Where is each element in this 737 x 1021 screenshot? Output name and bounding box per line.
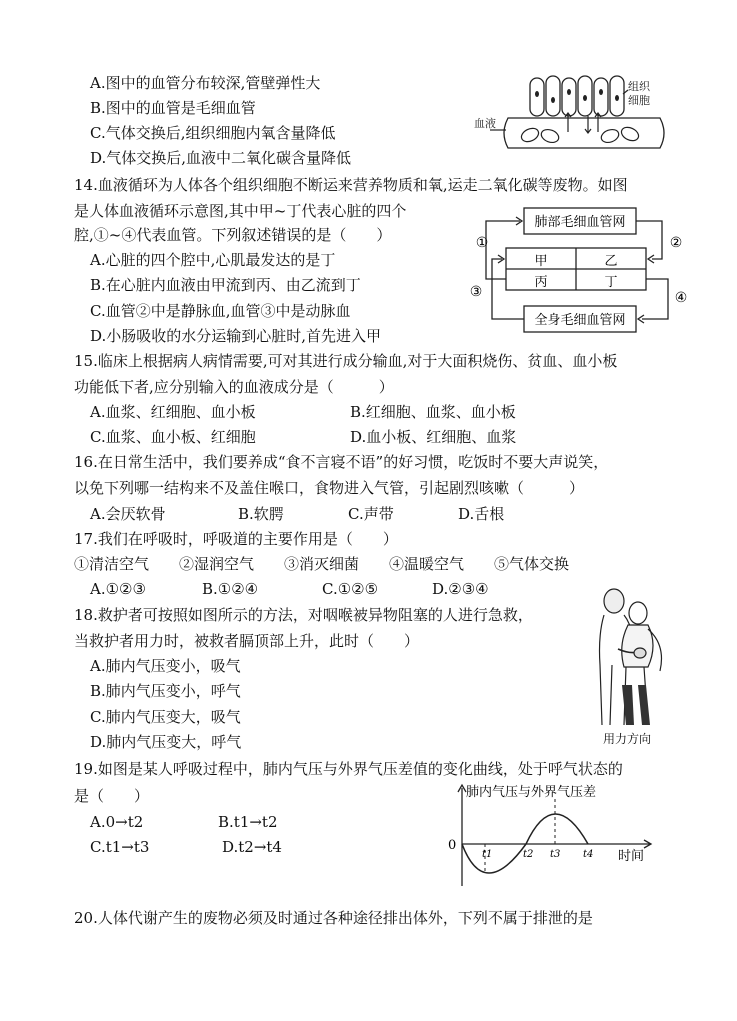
q15-option-b: B.红细胞、血浆、血小板 — [350, 403, 516, 421]
q18-option-c: C.肺内气压变大，吸气 — [90, 708, 241, 726]
q15-stem-line-1: 15.临床上根据病人病情需要,可对其进行成分输血,对于大面积烧伤、贫血、血小板 — [74, 352, 618, 370]
chamber-yi: 乙 — [604, 254, 618, 269]
q17-option-c: C.①②⑤ — [322, 580, 379, 598]
q17-option-d: D.②③④ — [432, 580, 489, 598]
q15-option-d: D.血小板、红细胞、血浆 — [350, 428, 517, 446]
q15-stem-line-2: 功能低下者,应分别输入的血液成分是（ ） — [74, 378, 394, 396]
q15-option-c: C.血浆、血小板、红细胞 — [90, 428, 256, 446]
q19-option-c: C.t1→t3 — [90, 838, 150, 856]
pressure-curve-figure — [442, 782, 682, 890]
body-capillary-box: 全身毛细血管网 — [534, 313, 626, 328]
y-axis-label: 肺内气压与外界气压差 — [466, 785, 597, 800]
q14-option-b: B.在心脏内血液由甲流到丙、由乙流到丁 — [90, 276, 361, 294]
q18-option-b: B.肺内气压变小，呼气 — [90, 682, 241, 700]
q16-option-a: A.会厌软骨 — [90, 505, 166, 523]
q17-stem: 17.我们在呼吸时，呼吸道的主要作用是（ ） — [74, 530, 398, 548]
tick-t1: t1 — [482, 849, 493, 860]
q14-option-d: D.小肠吸收的水分运输到心脏时,首先进入甲 — [90, 327, 382, 345]
tissue-cell-label-2: 细胞 — [628, 94, 650, 107]
q17-items: ①清洁空气 ②湿润空气 ③消灭细菌 ④温暖空气 ⑤气体交换 — [74, 555, 570, 573]
q16-option-c: C.声带 — [348, 505, 394, 523]
tick-t2: t2 — [523, 849, 534, 860]
q16-option-b: B.软腭 — [238, 505, 284, 523]
q20-stem: 20.人体代谢产生的废物必须及时通过各种途径排出体外，下列不属于排泄的是 — [74, 909, 593, 927]
q18-stem-line-1: 18.救护者可按照如图所示的方法，对咽喉被异物阻塞的人进行急救， — [74, 606, 533, 624]
vessel-2-label: ② — [669, 235, 683, 251]
circulation-figure — [462, 204, 692, 334]
q18-option-a: A.肺内气压变小，吸气 — [90, 657, 241, 675]
q13-option-d: D.气体交换后,血液中二氧化碳含量降低 — [90, 149, 352, 167]
q17-option-a: A.①②③ — [90, 580, 146, 598]
q13-option-a: A.图中的血管分布较深,管壁弹性大 — [90, 74, 321, 92]
q13-option-b: B.图中的血管是毛细血管 — [90, 99, 256, 117]
vessel-1-label: ① — [475, 235, 489, 251]
q15-option-a: A.血浆、红细胞、血小板 — [90, 403, 256, 421]
force-direction-caption: 用力方向 — [603, 732, 652, 746]
q19-stem-line-1: 19.如图是某人呼吸过程中，肺内气压与外界气压差值的变化曲线，处于呼气状态的 — [74, 760, 623, 778]
chamber-bing: 丙 — [534, 275, 548, 290]
blood-label: 血液 — [474, 117, 496, 130]
tick-t4: t4 — [583, 849, 594, 860]
lung-capillary-box: 肺部毛细血管网 — [534, 215, 626, 230]
q14-stem-line-3: 腔,①~④代表血管。下列叙述错误的是（ ） — [74, 226, 392, 244]
q19-option-a: A.0→t2 — [90, 813, 144, 831]
x-axis-label: 时间 — [618, 849, 645, 864]
tick-t3: t3 — [550, 849, 561, 860]
q19-option-b: B.t1→t2 — [218, 813, 278, 831]
q14-option-a: A.心脏的四个腔中,心肌最发达的是丁 — [90, 251, 336, 269]
origin-label: 0 — [448, 838, 457, 853]
heimlich-figure — [588, 585, 674, 727]
chamber-jia: 甲 — [534, 254, 548, 269]
q16-option-d: D.舌根 — [458, 505, 505, 523]
vessel-4-label: ④ — [674, 290, 688, 306]
capillary-figure — [470, 70, 670, 160]
q14-stem-line-1: 14.血液循环为人体各个组织细胞不断运来营养物质和氧,运走二氧化碳等废物。如图 — [74, 176, 628, 194]
q17-option-b: B.①②④ — [202, 580, 259, 598]
q19-option-d: D.t2→t4 — [222, 838, 282, 856]
q18-stem-line-2: 当救护者用力时，被救者膈顶部上升，此时（ ） — [74, 632, 420, 650]
vessel-3-label: ③ — [469, 284, 483, 300]
q13-option-c: C.气体交换后,组织细胞内氧含量降低 — [90, 124, 336, 142]
q19-stem-line-2: 是（ ） — [74, 787, 150, 805]
q18-option-d: D.肺内气压变大，呼气 — [90, 733, 242, 751]
q14-stem-line-2: 是人体血液循环示意图,其中甲~丁代表心脏的四个 — [74, 202, 407, 220]
q14-option-c: C.血管②中是静脉血,血管③中是动脉血 — [90, 302, 351, 320]
chamber-ding: 丁 — [604, 275, 618, 290]
q16-stem-line-2: 以免下列哪一结构来不及盖住喉口，食物进入气管，引起剧烈咳嗽（ ） — [74, 479, 585, 497]
tissue-cell-label-1: 组织 — [628, 80, 650, 93]
q16-stem-line-1: 16.在日常生活中，我们要养成“食不言寝不语”的好习惯，吃饭时不要大声说笑， — [74, 453, 609, 471]
